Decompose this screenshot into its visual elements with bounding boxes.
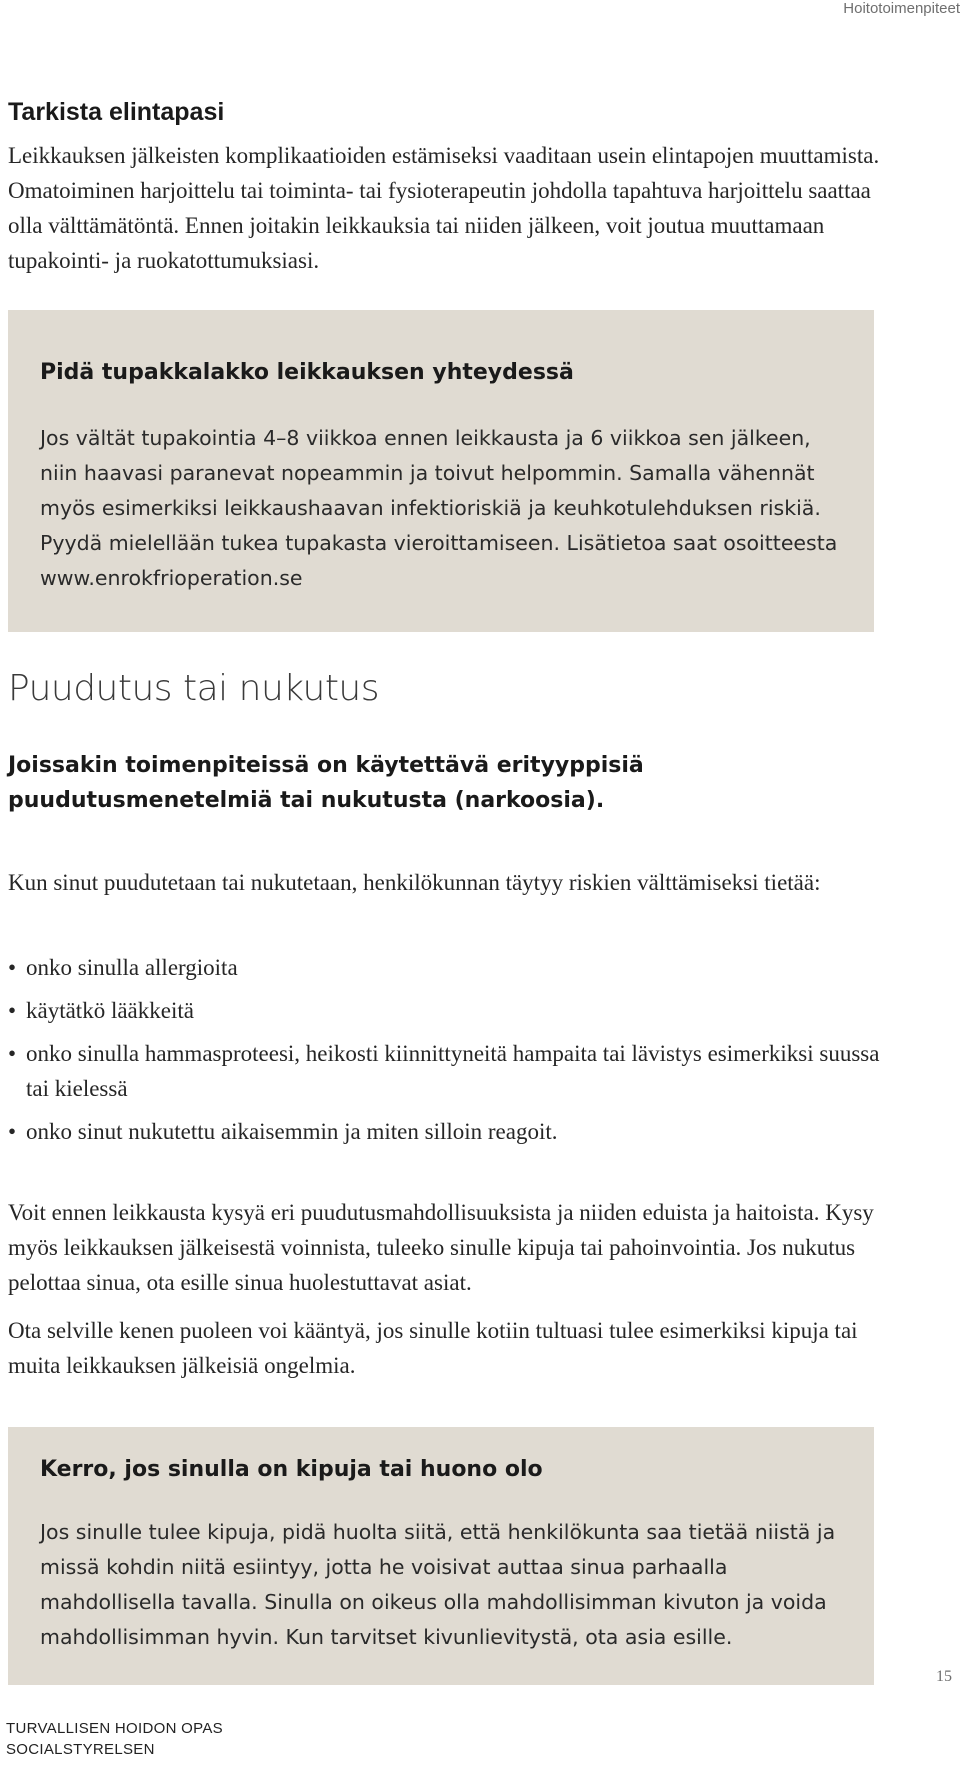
page-number: 15 bbox=[936, 1668, 952, 1685]
list-item bbox=[8, 993, 888, 1028]
list-item-text: onko sinut nukutettu aikaisemmin ja miten silloin reagoit. bbox=[26, 1119, 558, 1144]
footer bbox=[6, 1718, 223, 1760]
smoking-box-title: Pidä tupakkalakko leikkauksen yhteydessä bbox=[40, 360, 574, 385]
smoking-box-text: Jos vältät tupakointia 4–8 viikkoa ennen leikkausta ja 6 viikkoa sen jälkeen, niin haavasi paranevat nopeammin ja toivut helpommin. Samalla vähennät myös esimerkiksi leikkaushaavan infektioriskiä ja keuhkotulehduksen riskiä. Pyydä mielellään tukea tupakasta vieroittamiseen. Lisätietoa saat osoitteesta www.enrokfrioperation.se bbox=[40, 426, 838, 590]
section-title-lifestyle: Tarkista elintapasi bbox=[8, 98, 225, 126]
footer-guide-title: TURVALLISEN HOIDON OPAS bbox=[6, 1720, 223, 1737]
anesthesia-intro-paragraph: Kun sinut puudutetaan tai nukutetaan, henkilökunnan täytyy riskien välttämiseksi tietää: bbox=[8, 870, 821, 895]
list-item bbox=[8, 1114, 888, 1149]
list-item-text: onko sinulla allergioita bbox=[26, 955, 238, 980]
pain-info-box bbox=[8, 1427, 874, 1685]
aftercare-contact-paragraph: Ota selville kenen puoleen voi kääntyä, jos sinulle kotiin tultuasi tulee esimerkiksi kipuja tai muita leikkauksen jälkeisiä ongelmia. bbox=[8, 1318, 858, 1378]
running-header: Hoitotoimenpiteet bbox=[843, 0, 960, 17]
bullet-icon: • bbox=[8, 1119, 17, 1144]
footer-publisher: SOCIALSTYRELSEN bbox=[6, 1741, 155, 1758]
smoking-info-box bbox=[8, 310, 874, 632]
bullet-icon: • bbox=[8, 998, 17, 1023]
anesthesia-heading: Puudutus tai nukutus bbox=[8, 668, 380, 709]
bullet-icon: • bbox=[8, 955, 17, 980]
anesthesia-checklist bbox=[8, 950, 888, 1157]
list-item bbox=[8, 950, 888, 985]
pain-box-title: Kerro, jos sinulla on kipuja tai huono olo bbox=[40, 1457, 543, 1482]
lifestyle-paragraph: Leikkauksen jälkeisten komplikaatioiden estämiseksi vaaditaan usein elintapojen muuttamista. Omatoiminen harjoittelu tai toiminta- tai fysioterapeutin johdolla tapahtuva harjoittelu saattaa olla välttämätöntä. Ennen joitakin leikkauksia tai niiden jälkeen, voit joutua muuttamaan tupakointi- ja ruokatottumuksiasi. bbox=[8, 143, 880, 273]
pain-box-text: Jos sinulle tulee kipuja, pidä huolta siitä, että henkilökunta saa tietää niistä ja missä kohdin niitä esiintyy, jotta he voisivat auttaa sinua parhaalla mahdollisella tavalla. Sinulla on oikeus olla mahdollisimman kivuton ja voida mahdollisimman hyvin. Kun tarvitset kivunlievitystä, ota asia esille. bbox=[40, 1520, 836, 1649]
anesthesia-options-paragraph: Voit ennen leikkausta kysyä eri puudutusmahdollisuuksista ja niiden eduista ja haitoista. Kysy myös leikkauksen jälkeisestä voinnista, tuleeko sinulle kipuja tai pahoinvointia. Jos nukutus pelottaa sinua, ota esille sinua huolestuttavat asiat. bbox=[8, 1200, 874, 1295]
list-item-text: käytätkö lääkkeitä bbox=[26, 998, 194, 1023]
anesthesia-lead-paragraph: Joissakin toimenpiteissä on käytettävä erityyppisiä puudutusmenetelmiä tai nukutusta (narkoosia). bbox=[8, 753, 644, 813]
bullet-icon: • bbox=[8, 1041, 17, 1066]
list-item bbox=[8, 1036, 888, 1106]
list-item-text: onko sinulla hammasproteesi, heikosti kiinnittyneitä hampaita tai lävistys esimerkiksi suussa tai kielessä bbox=[26, 1041, 880, 1101]
